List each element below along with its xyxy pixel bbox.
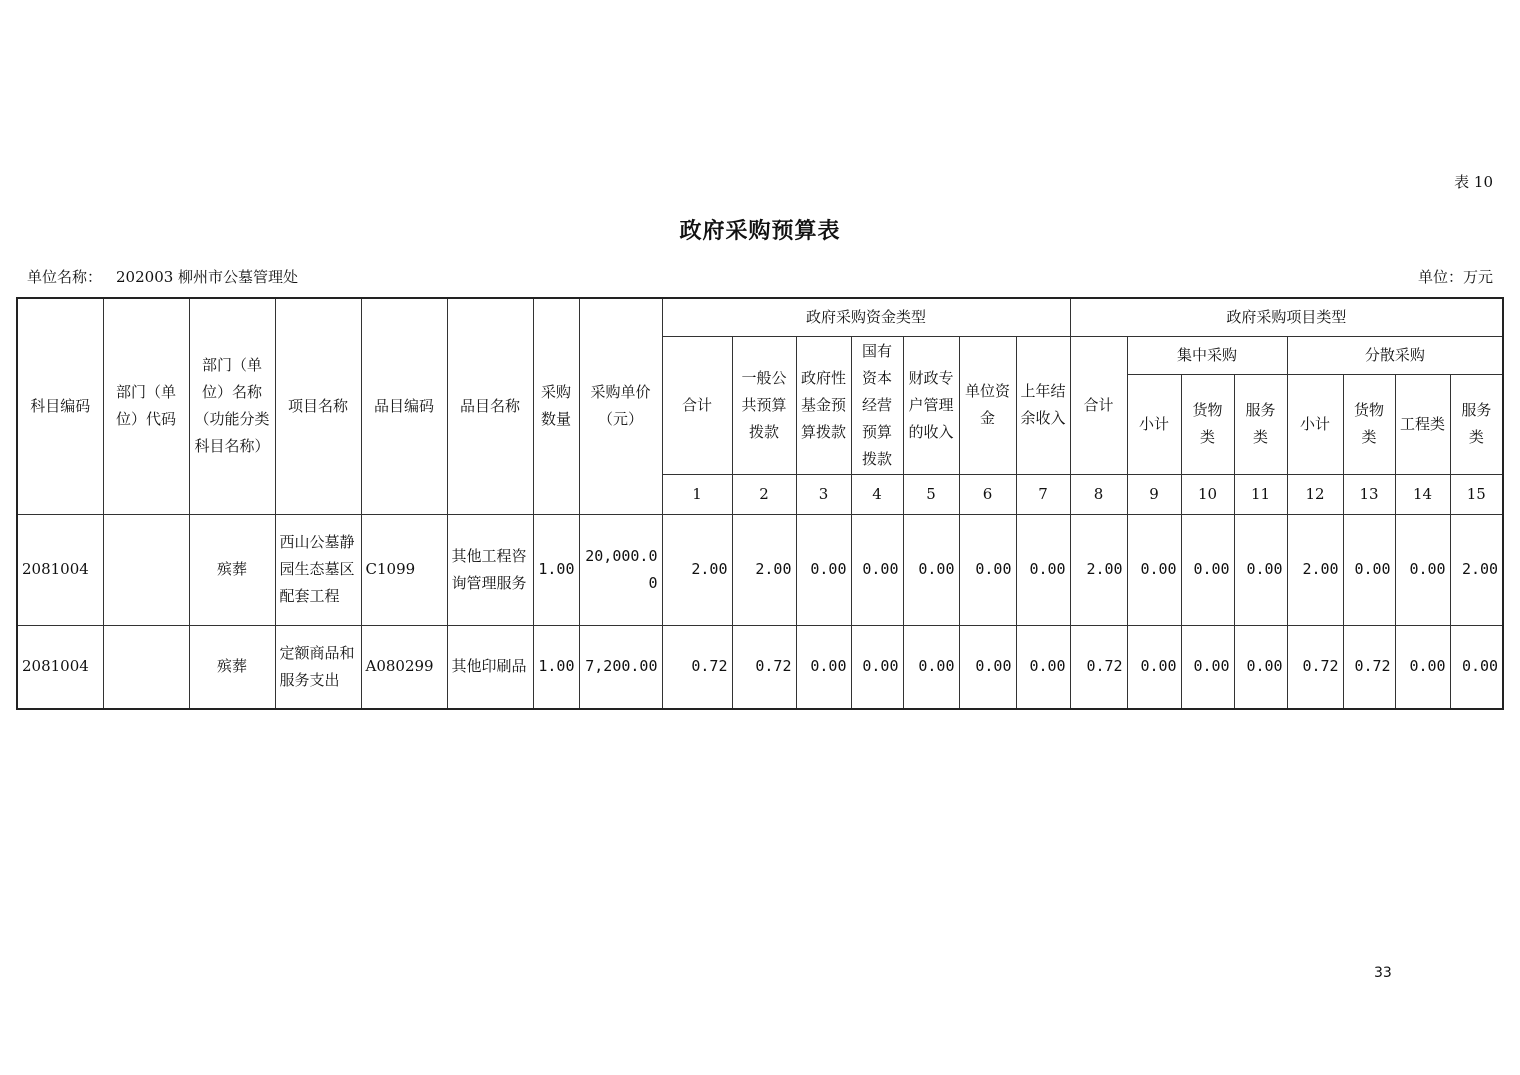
col-scatter-eng: 工程类 xyxy=(1395,374,1450,474)
cell-value: 0.00 xyxy=(1234,514,1287,625)
cell-quantity: 1.00 xyxy=(533,625,579,709)
cell-unit-price: 7,200.00 xyxy=(579,625,662,709)
cell-value: 0.00 xyxy=(796,625,851,709)
col-dept-code: 部门（单位）代码 xyxy=(103,298,189,514)
cell-value: 0.00 xyxy=(1016,625,1070,709)
col-scatter-service: 服务类 xyxy=(1450,374,1503,474)
cell-value: 0.00 xyxy=(1127,514,1181,625)
cell-project-name: 定额商品和服务支出 xyxy=(275,625,361,709)
cell-project-name: 西山公墓静园生态墓区配套工程 xyxy=(275,514,361,625)
col-unit-price: 采购单价（元） xyxy=(579,298,662,514)
cell-item-name: 其他印刷品 xyxy=(447,625,533,709)
col-central-service: 服务类 xyxy=(1234,374,1287,474)
cell-value: 0.72 xyxy=(662,625,732,709)
group-scatter: 分散采购 xyxy=(1287,336,1503,374)
page-number: 33 xyxy=(1374,965,1392,981)
col-item-code: 品目编码 xyxy=(361,298,447,514)
cell-value: 0.00 xyxy=(796,514,851,625)
col-fund-govfund: 政府性基金预算拨款 xyxy=(796,336,851,474)
col-fund-total: 合计 xyxy=(662,336,732,474)
unit-name-label: 单位名称： xyxy=(27,268,103,286)
index-cell: 10 xyxy=(1181,474,1234,514)
col-scatter-subtotal: 小计 xyxy=(1287,374,1343,474)
index-cell: 6 xyxy=(959,474,1016,514)
cell-value: 0.00 xyxy=(1234,625,1287,709)
cell-value: 2.00 xyxy=(1070,514,1127,625)
cell-dept-code xyxy=(103,514,189,625)
index-cell: 2 xyxy=(732,474,796,514)
col-fund-general: 一般公共预算拨款 xyxy=(732,336,796,474)
cell-value: 0.00 xyxy=(1016,514,1070,625)
index-cell: 11 xyxy=(1234,474,1287,514)
cell-value: 0.00 xyxy=(903,514,959,625)
index-cell: 15 xyxy=(1450,474,1503,514)
cell-value: 0.72 xyxy=(732,625,796,709)
cell-value: 0.00 xyxy=(851,514,903,625)
index-cell: 13 xyxy=(1343,474,1395,514)
index-cell: 3 xyxy=(796,474,851,514)
cell-item-name: 其他工程咨询管理服务 xyxy=(447,514,533,625)
cell-value: 0.72 xyxy=(1287,625,1343,709)
cell-value: 0.72 xyxy=(1070,625,1127,709)
col-central-subtotal: 小计 xyxy=(1127,374,1181,474)
col-fund-unit: 单位资金 xyxy=(959,336,1016,474)
cell-value: 0.00 xyxy=(1343,514,1395,625)
col-central-goods: 货物类 xyxy=(1181,374,1234,474)
col-scatter-goods: 货物类 xyxy=(1343,374,1395,474)
cell-value: 0.00 xyxy=(1181,625,1234,709)
table-row xyxy=(17,514,1503,625)
table-number: 表 10 xyxy=(1454,173,1493,191)
index-cell: 4 xyxy=(851,474,903,514)
cell-dept-name: 殡葬 xyxy=(189,514,275,625)
col-fund-carry: 上年结余收入 xyxy=(1016,336,1070,474)
cell-item-code: C1099 xyxy=(361,514,447,625)
index-cell: 5 xyxy=(903,474,959,514)
group-central: 集中采购 xyxy=(1127,336,1287,374)
index-cell: 8 xyxy=(1070,474,1127,514)
cell-value: 0.00 xyxy=(1395,514,1450,625)
cell-value: 0.00 xyxy=(851,625,903,709)
index-cell: 9 xyxy=(1127,474,1181,514)
cell-value: 0.00 xyxy=(1127,625,1181,709)
cell-value: 2.00 xyxy=(1450,514,1503,625)
cell-dept-code xyxy=(103,625,189,709)
cell-unit-price: 20,000.00 xyxy=(579,514,662,625)
page-title: 政府采购预算表 xyxy=(679,218,841,244)
cell-quantity: 1.00 xyxy=(533,514,579,625)
cell-subject-code: 2081004 xyxy=(17,625,103,709)
index-cell: 12 xyxy=(1287,474,1343,514)
cell-value: 2.00 xyxy=(662,514,732,625)
group-fund-type: 政府采购资金类型 xyxy=(662,298,1070,336)
index-cell: 7 xyxy=(1016,474,1070,514)
cell-value: 2.00 xyxy=(732,514,796,625)
col-fund-special: 财政专户管理的收入 xyxy=(903,336,959,474)
procurement-budget-table xyxy=(16,297,1504,710)
col-project-name: 项目名称 xyxy=(275,298,361,514)
cell-value: 0.00 xyxy=(1450,625,1503,709)
cell-dept-name: 殡葬 xyxy=(189,625,275,709)
col-fund-stateasset: 国有资本经营预算拨款 xyxy=(851,336,903,474)
cell-value: 0.00 xyxy=(959,514,1016,625)
col-subject-code: 科目编码 xyxy=(17,298,103,514)
table-row xyxy=(17,625,1503,709)
index-cell: 1 xyxy=(662,474,732,514)
unit-name-value: 202003 柳州市公墓管理处 xyxy=(116,268,299,286)
unit-name xyxy=(27,266,298,287)
cell-value: 0.00 xyxy=(1395,625,1450,709)
cell-value: 0.00 xyxy=(1181,514,1234,625)
cell-subject-code: 2081004 xyxy=(17,514,103,625)
cell-value: 2.00 xyxy=(1287,514,1343,625)
group-project-type: 政府采购项目类型 xyxy=(1070,298,1503,336)
cell-value: 0.00 xyxy=(959,625,1016,709)
col-dept-name: 部门（单位）名称（功能分类科目名称） xyxy=(189,298,275,514)
cell-item-code: A080299 xyxy=(361,625,447,709)
col-quantity: 采购数量 xyxy=(533,298,579,514)
currency-unit: 单位：万元 xyxy=(1417,268,1493,286)
cell-value: 0.72 xyxy=(1343,625,1395,709)
col-type-total: 合计 xyxy=(1070,336,1127,474)
cell-value: 0.00 xyxy=(903,625,959,709)
col-item-name: 品目名称 xyxy=(447,298,533,514)
index-cell: 14 xyxy=(1395,474,1450,514)
